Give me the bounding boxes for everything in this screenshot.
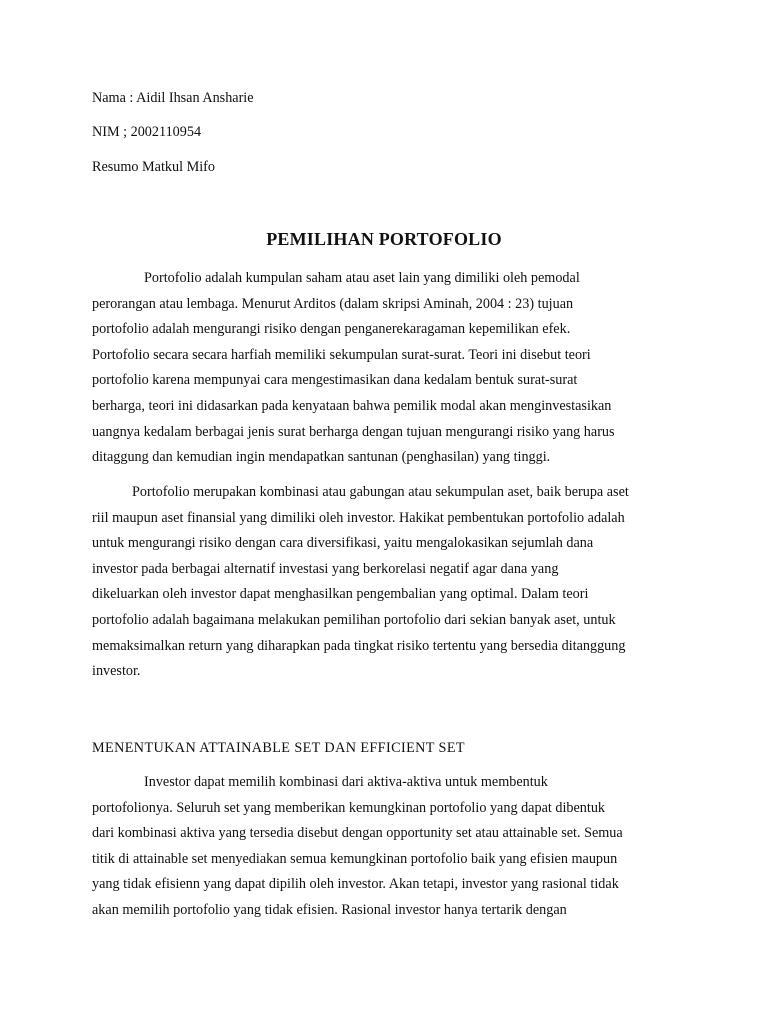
paragraph-1-line: perorangan atau lembaga. Menurut Arditos (dalam skripsi Aminah, 2004 : 23) tujuan bbox=[92, 295, 574, 312]
paragraph-3-line: titik di attainable set menyediakan semua kemungkinan portofolio baik yang efisien maupun bbox=[92, 850, 618, 867]
paragraph-3 bbox=[92, 770, 678, 924]
paragraph-3-line: portofolionya. Seluruh set yang memberikan kemungkinan portofolio yang dapat dibentuk bbox=[92, 799, 606, 816]
paragraph-1-line: berharga, teori ini didasarkan pada kenyataan bahwa pemilik modal akan menginvestasikan bbox=[92, 397, 612, 414]
paragraph-2-line: Portofolio merupakan kombinasi atau gabungan atau sekumpulan aset, baik berupa aset bbox=[132, 484, 629, 500]
paragraph-1-line: ditaggung dan kemudian ingin mendapatkan santunan (penghasilan) yang tinggi. bbox=[92, 449, 551, 466]
paragraph-1-line: uangnya kedalam berbagai jenis surat berharga dengan tujuan mengurangi risiko yang harus bbox=[92, 423, 615, 440]
paragraph-3-line: yang tidak efisienn yang dapat dipilih oleh investor. Akan tetapi, investor yang rasional tidak bbox=[92, 876, 619, 893]
paragraph-2-line: portofolio adalah bagaimana melakukan pemilihan portofolio dari sekian banyak aset, untuk bbox=[92, 611, 616, 628]
student-name-line: Nama : Aidil Ihsan Ansharie bbox=[92, 90, 254, 106]
paragraph-3-line: Investor dapat memilih kombinasi dari aktiva-aktiva untuk membentuk bbox=[144, 774, 548, 790]
paragraph-2-line: untuk mengurangi risiko dengan cara diversifikasi, yaitu mengalokasikan sejumlah dana bbox=[92, 535, 594, 552]
course-line: Resumo Matkul Mifo bbox=[92, 159, 215, 175]
paragraph-2 bbox=[92, 480, 678, 685]
student-nim-line: NIM ; 2002110954 bbox=[92, 124, 202, 140]
paragraph-3-line: dari kombinasi aktiva yang tersedia disebut dengan opportunity set atau attainable set. Semua bbox=[92, 825, 623, 842]
paragraph-1-line: Portofolio adalah kumpulan saham atau aset lain yang dimiliki oleh pemodal bbox=[144, 270, 580, 286]
paragraph-1-line: portofolio adalah mengurangi risiko dengan penganerekaragaman kepemilikan efek. bbox=[92, 321, 571, 338]
paragraph-3-line: akan memilih portofolio yang tidak efisien. Rasional investor hanya tertarik dengan bbox=[92, 901, 567, 918]
section-heading: MENENTUKAN ATTAINABLE SET DAN EFFICIENT SET bbox=[92, 740, 465, 756]
paragraph-2-line: investor. bbox=[92, 663, 141, 680]
paragraph-2-line: investor pada berbagai alternatif investasi yang berkorelasi negatif agar dana yang bbox=[92, 560, 559, 577]
paragraph-1-line: Portofolio secara secara harfiah memiliki sekumpulan surat-surat. Teori ini disebut teori bbox=[92, 346, 591, 363]
paragraph-2-line: memaksimalkan return yang diharapkan pada tingkat risiko tertentu yang bersedia ditanggung bbox=[92, 637, 626, 654]
document-title: PEMILIHAN PORTOFOLIO bbox=[266, 229, 502, 249]
paragraph-2-line: riil maupun aset finansial yang dimiliki oleh investor. Hakikat pembentukan portofolio adalah bbox=[92, 509, 625, 526]
paragraph-1 bbox=[92, 266, 678, 471]
paragraph-1-line: portofolio karena mempunyai cara mengestimasikan dana kedalam bentuk surat-surat bbox=[92, 372, 578, 389]
paragraph-2-line: dikeluarkan oleh investor dapat menghasilkan pengembalian yang optimal. Dalam teori bbox=[92, 586, 589, 603]
